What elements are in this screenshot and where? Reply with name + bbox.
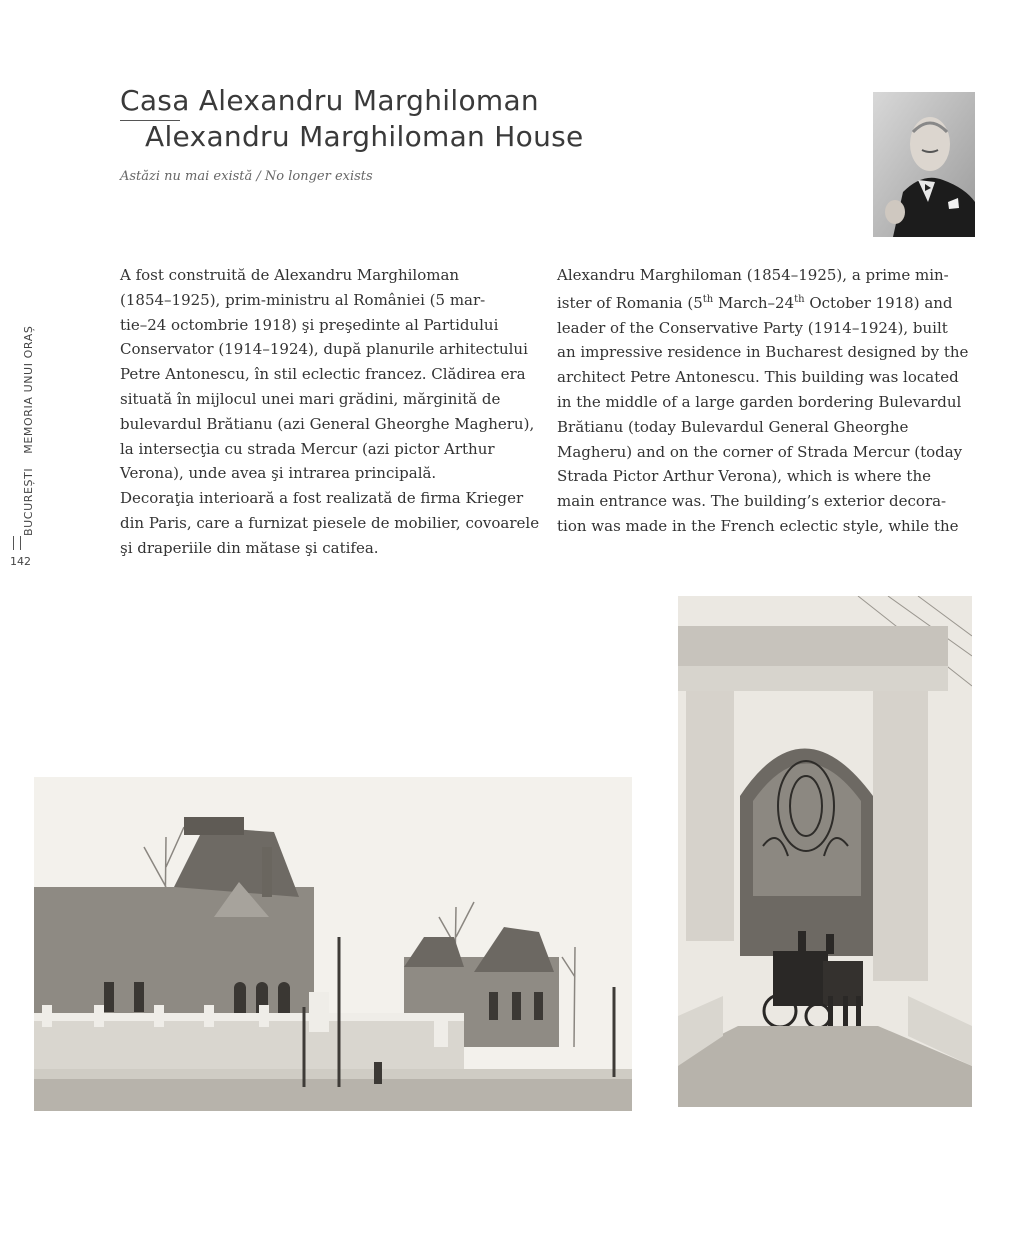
text-line: şi draperiile din mătase şi catifea. <box>120 538 379 557</box>
title-romanian: Casa Alexandru Marghiloman <box>120 84 539 117</box>
text-line: architect Petre Antonescu. This building was located <box>557 368 959 387</box>
section-city: BUCUREȘTI <box>22 467 35 536</box>
side-section-label <box>22 312 35 536</box>
section-title: MEMORIA UNUI ORAȘ <box>22 325 35 454</box>
text-line: main entrance was. The building’s exterior decora- <box>557 492 947 511</box>
subtitle: Astăzi nu mai există / No longer exists <box>120 169 373 184</box>
side-divider-bars <box>13 536 21 550</box>
page-number: 142 <box>10 555 31 568</box>
text-line: an impressive residence in Bucharest designed by the <box>557 343 969 362</box>
text-line: Strada Pictor Arthur Verona), which is where the <box>557 467 931 486</box>
text-line: Alexandru Marghiloman (1854–1925), a prime min- <box>557 266 949 284</box>
text-line: tion was made in the French eclectic style, while the <box>557 516 959 535</box>
text-line-with-superscript: ister of Romania (5th March–24th October 1918) and <box>557 293 953 312</box>
text-line: la intersecţia cu strada Mercur (azi pictor Arthur <box>120 439 495 458</box>
text-line: situată în mijlocul unei mari grădini, mărginită de <box>120 389 501 408</box>
portrait-photo <box>873 92 975 237</box>
text-line: A fost construită de Alexandru Marghiloman <box>120 266 460 284</box>
text-line: Conservator (1914–1924), după planurile arhitectului <box>120 340 528 359</box>
text-line: bulevardul Brătianu (azi General Gheorghe Magheru), <box>120 414 535 433</box>
street-view-photo <box>34 777 632 1111</box>
body-text-english <box>557 263 977 539</box>
text-line: tie–24 octombrie 1918) şi preşedinte al Partidului <box>120 315 499 334</box>
text-line: din Paris, care a furnizat piesele de mobilier, covoarele <box>120 513 540 532</box>
body-text-romanian <box>120 263 550 561</box>
text-line: Verona), unde avea şi intrarea principală. <box>120 464 437 483</box>
text-line: Brătianu (today Bulevardul General Gheorghe <box>557 417 909 436</box>
text-line: Petre Antonescu, în stil eclectic francez. Clădirea era <box>120 365 526 384</box>
text-line: Magheru) and on the corner of Strada Mercur (today <box>557 442 963 461</box>
text-line: in the middle of a large garden bordering Bulevardul <box>557 392 962 411</box>
title-english: Alexandru Marghiloman House <box>145 120 584 153</box>
text-line: leader of the Conservative Party (1914–1924), built <box>557 318 948 337</box>
text-line: Decoraţia interioară a fost realizată de firma Krieger <box>120 489 524 508</box>
gate-archway-photo <box>678 596 972 1107</box>
text-line: (1854–1925), prim-ministru al României (5 mar- <box>120 290 486 309</box>
